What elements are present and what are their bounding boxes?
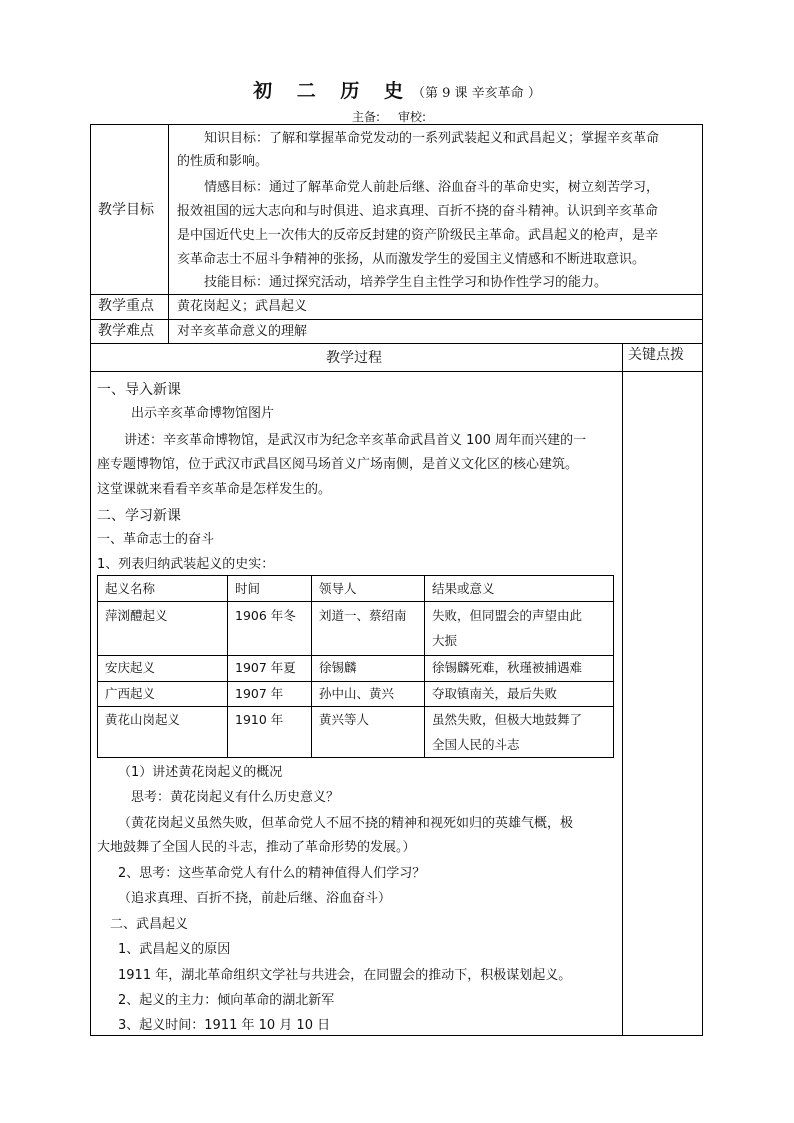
objective-line: 是中国近代史上一次伟大的反帝反封建的资产阶级民主革命。武昌起义的枪声，是辛	[177, 228, 659, 243]
table-line	[424, 575, 425, 758]
table-line	[227, 575, 228, 758]
table-cell: 安庆起义	[105, 660, 156, 675]
table-cell: 失败，但同盟会的声望由此	[432, 608, 583, 623]
table-cell: 黄兴等人	[319, 712, 370, 727]
table-cell: 1910 年	[235, 712, 284, 727]
table-line	[311, 575, 312, 758]
column-header: 时间	[235, 581, 261, 596]
label-column-divider	[168, 124, 169, 343]
column-header: 结果或意义	[432, 581, 495, 596]
table-line	[97, 601, 614, 602]
section-new-lesson: 二、学习新课	[97, 508, 181, 524]
page-title-block	[0, 76, 794, 103]
objective-line: 亥革命志士不屈斗争精神的张扬，从而激发学生的爱国主义情感和不断进取意识。	[177, 252, 646, 267]
key-points-value: 黄花岗起义；武昌起义	[177, 299, 308, 314]
subsection-heading: 一、革命志士的奋斗	[97, 532, 215, 547]
intro-paragraph: 座专题博物馆，位于武汉市武昌区阅马场首义广场南侧，是首义文化区的核心建筑。	[97, 457, 579, 472]
table-line	[97, 575, 614, 576]
table-line	[613, 575, 614, 758]
key-tips-header: 关键点拨	[628, 347, 684, 363]
table-cell: 刘道一、蔡绍南	[319, 608, 407, 623]
table-cell: 黄花山岗起义	[105, 712, 181, 727]
table-cell: 全国人民的斗志	[432, 737, 520, 752]
table-border-left	[90, 124, 91, 1036]
table-cell: 徐锡麟	[319, 660, 357, 675]
row-divider	[90, 319, 703, 320]
shenxiao-label: 审校:	[398, 110, 427, 124]
list-intro: 1、列表归纳武装起义的史实：	[97, 557, 275, 572]
table-cell: 虽然失败，但极大地鼓舞了	[432, 712, 583, 727]
table-border-top	[90, 124, 703, 125]
subsection-heading: 二、武昌起义	[110, 917, 189, 932]
objective-line: 的性质和影响。	[177, 154, 269, 169]
column-header: 领导人	[319, 581, 357, 596]
answer-line: 大地鼓舞了全国人民的斗志，推动了革命形势的发展。）	[97, 840, 416, 855]
section-intro: 一、导入新课	[97, 382, 181, 398]
row-divider	[90, 343, 703, 344]
objectives-label: 教学目标	[98, 202, 154, 218]
objective-line: 情感目标：通过了解革命党人前赴后继、浴血奋斗的革命史实，树立刻苦学习，	[204, 180, 660, 195]
side-column-divider	[622, 343, 623, 1035]
think-question: 思考：黄花岗起义有什么历史意义？	[131, 790, 340, 805]
column-header: 起义名称	[105, 581, 156, 596]
table-cell: 1907 年夏	[235, 660, 296, 675]
table-cell: 徐锡麟死难，秋瑾被捕遇难	[432, 660, 583, 675]
table-line	[97, 757, 614, 758]
difficulties-value: 对辛亥革命意义的理解	[177, 324, 308, 339]
table-line	[97, 706, 614, 707]
intro-show: 出示辛亥革命博物馆图片	[131, 406, 275, 421]
list-item: 1、武昌起义的原因	[118, 942, 231, 957]
table-cell: 夺取镇南关，最后失败	[432, 686, 558, 701]
objective-line: 知识目标：了解和掌握革命党发动的一系列武装起义和武昌起义；掌握辛亥革命	[204, 131, 660, 146]
lesson-subtitle: （第 9 课 辛亥革命 ）	[412, 86, 541, 101]
answer-line: （追求真理、百折不挠，前赴后继、浴血奋斗）	[118, 891, 392, 906]
table-cell: 孙中山、黄兴	[319, 686, 395, 701]
table-line	[97, 655, 614, 656]
objective-line: 技能目标：通过探究活动，培养学生自主性学习和协作性学习的能力。	[204, 275, 608, 290]
objective-line: 报效祖国的远大志向和与时俱进、追求真理、百折不挠的奋斗精神。认识到辛亥革命	[177, 204, 659, 219]
difficulties-label: 教学难点	[98, 323, 154, 339]
table-cell: 广西起义	[105, 686, 156, 701]
process-header: 教学过程	[326, 350, 382, 366]
table-border-bottom	[90, 1035, 703, 1036]
intro-paragraph: 讲述：辛亥革命博物馆，是武汉市为纪念辛亥革命武昌首义 100 周年而兴建的一	[124, 433, 587, 448]
table-cell: 1907 年	[235, 686, 284, 701]
paragraph: 1911 年，湖北革命组织文学社与共进会，在同盟会的推动下，积极谋划起义。	[118, 968, 572, 983]
table-cell: 萍浏醴起义	[105, 608, 168, 623]
zhubei-label: 主备:	[352, 110, 381, 124]
question-item: 2、思考：这些革命党人有什么的精神值得人们学习？	[118, 866, 426, 881]
list-item: 3、起义时间：1911 年 10 月 10 日	[118, 1018, 331, 1033]
author-line	[352, 108, 444, 125]
list-item: 2、起义的主力：倾向革命的湖北新军	[118, 993, 335, 1008]
intro-paragraph: 这堂课就来看看辛亥革命是怎样发生的。	[97, 482, 332, 497]
page-title: 初 二 历 史	[253, 80, 413, 102]
table-line	[97, 575, 98, 758]
question-item: （1）讲述黄花岗起义的概况	[118, 765, 283, 780]
table-line	[97, 681, 614, 682]
table-border-right	[702, 124, 703, 1036]
row-divider	[90, 371, 703, 372]
table-cell: 大振	[432, 633, 458, 648]
key-points-label: 教学重点	[98, 298, 154, 314]
answer-line: （黄花岗起义虽然失败，但革命党人不屈不挠的精神和视死如归的英雄气概，极	[118, 816, 574, 831]
row-divider	[90, 294, 703, 295]
table-cell: 1906 年冬	[235, 608, 296, 623]
